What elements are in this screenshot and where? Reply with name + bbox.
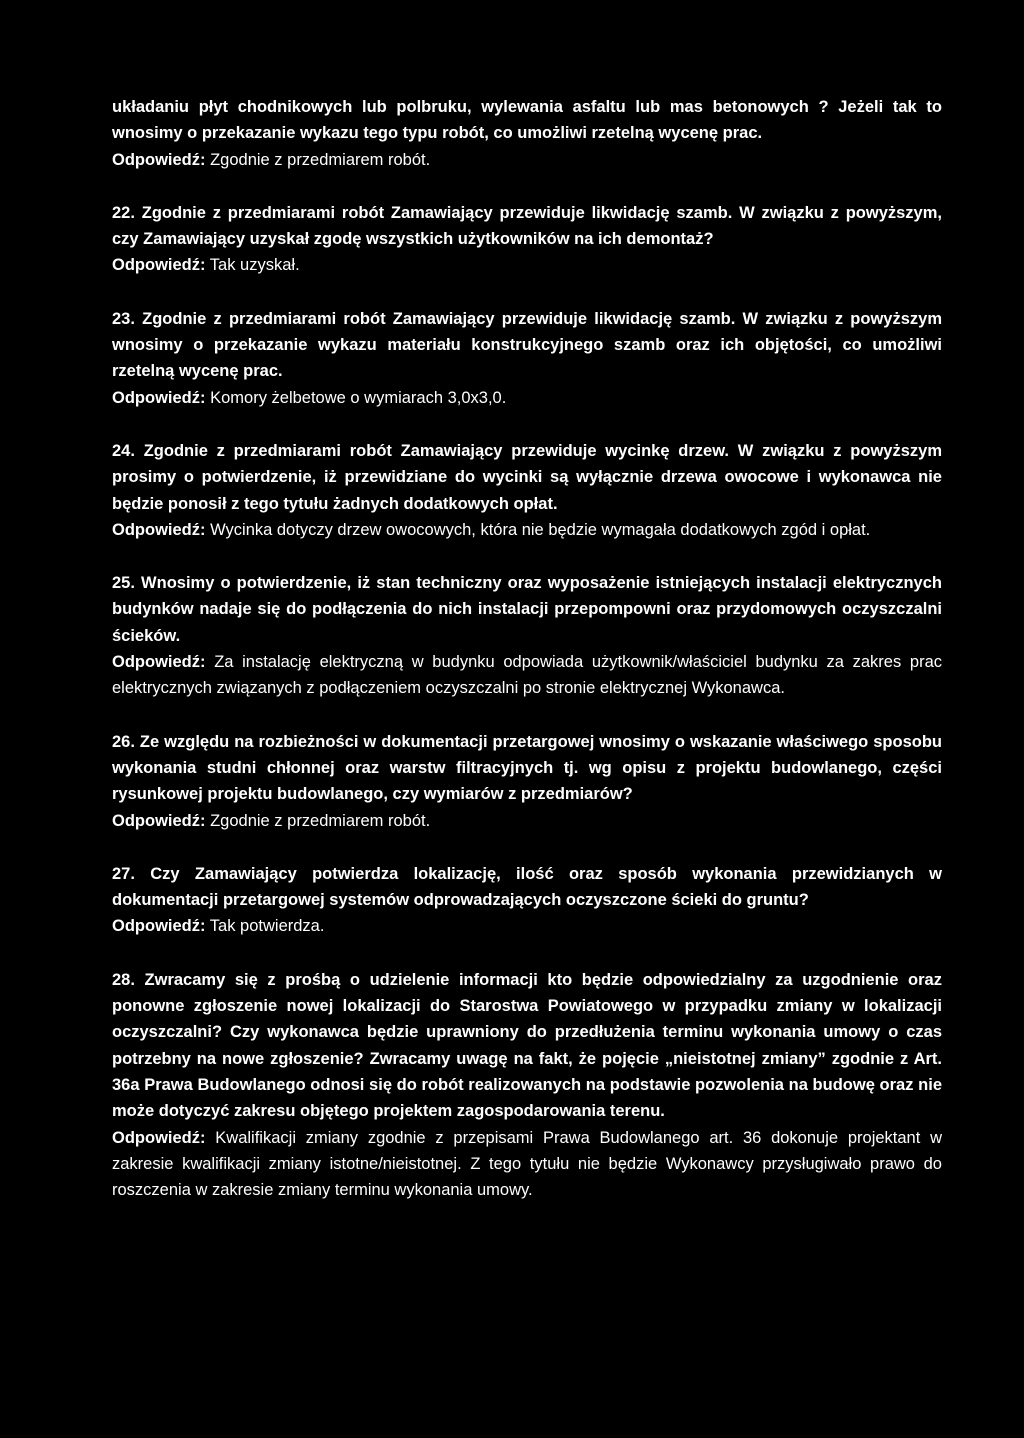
answer-text: Odpowiedź: Zgodnie z przedmiarem robót. — [112, 150, 431, 169]
qa-item-22 — [112, 200, 942, 279]
answer-label: Odpowiedź: — [112, 256, 206, 275]
answer-text: Odpowiedź: Komory żelbetowe o wymiarach 3,0x3,0. — [112, 388, 507, 407]
qa-item-continuation — [112, 94, 942, 173]
item-number: 28. — [112, 970, 135, 989]
answer-text: Odpowiedź: Za instalację elektryczną w budynku odpowiada użytkownik/właściciel budynku za zakres prac elektrycznych związanych z podłączeniem oczyszczalni po stronie elektrycznej Wykonawca. — [112, 653, 942, 698]
qa-item-25 — [112, 570, 942, 701]
qa-item-26 — [112, 729, 942, 834]
answer-text: Odpowiedź: Zgodnie z przedmiarem robót. — [112, 811, 431, 830]
item-number: 23. — [112, 309, 135, 328]
question-text: 23. Zgodnie z przedmiarami robót Zamawiający przewiduje likwidację szamb. W związku z powyższym wnosimy o przekazanie wykazu materiału konstrukcyjnego szamb oraz ich objętości, co umożliwi rzetelną wycenę prac. — [112, 309, 942, 381]
qa-item-28 — [112, 967, 942, 1204]
question-text: 24. Zgodnie z przedmiarami robót Zamawiający przewiduje wycinkę drzew. W związku z powyższym prosimy o potwierdzenie, iż przewidziane do wycinki są wyłącznie drzewa owocowe i wykonawca nie będzie ponosił z tego tytułu żadnych dodatkowych opłat. — [112, 441, 942, 513]
item-number: 27. — [112, 864, 135, 883]
question-text: 28. Zwracamy się z prośbą o udzielenie informacji kto będzie odpowiedzialny za uzgodnienie oraz ponowne zgłoszenie nowej lokalizacji do Starostwa Powiatowego w przypadku zmiany w lokalizacji oczyszczalni? Czy wykonawca będzie uprawniony do przedłużenia terminu wykonania umowy o czas potrzebny na nowe zgłoszenie? Zwracamy uwagę na fakt, że pojęcie „nieistotnej zmiany” zgodnie z Art. 36a Prawa Budowlanego odnosi się do robót realizowanych na podstawie pozwolenia na budowę oraz nie może dotyczyć zakresu objętego projektem zagospodarowania terenu. — [112, 970, 942, 1121]
question-text: układaniu płyt chodnikowych lub polbruku, wylewania asfaltu lub mas betonowych ? Jeżeli tak to wnosimy o przekazanie wykazu tego typu robót, co umożliwi rzetelną wycenę prac. — [112, 98, 942, 143]
answer-label: Odpowiedź: — [112, 811, 206, 830]
qa-item-27 — [112, 861, 942, 940]
item-number: 22. — [112, 203, 135, 222]
answer-label: Odpowiedź: — [112, 1128, 206, 1147]
qa-item-23 — [112, 306, 942, 411]
item-number: 25. — [112, 574, 135, 593]
answer-label: Odpowiedź: — [112, 917, 206, 936]
answer-label: Odpowiedź: — [112, 388, 206, 407]
answer-label: Odpowiedź: — [112, 520, 206, 539]
item-number: 26. — [112, 732, 135, 751]
answer-label: Odpowiedź: — [112, 653, 206, 672]
qa-item-24 — [112, 438, 942, 543]
answer-text: Odpowiedź: Kwalifikacji zmiany zgodnie z przepisami Prawa Budowlanego art. 36 dokonuje projektant w zakresie kwalifikacji zmiany istotne/nieistotnej. Z tego tytułu nie będzie Wykonawcy przysługiwało prawo do roszczenia w zakresie zmiany terminu wykonania umowy. — [112, 1128, 943, 1200]
answer-text: Odpowiedź: Wycinka dotyczy drzew owocowych, która nie będzie wymagała dodatkowych zgód i opłat. — [112, 520, 871, 539]
question-text: 26. Ze względu na rozbieżności w dokumentacji przetargowej wnosimy o wskazanie właściwego sposobu wykonania studni chłonnej oraz warstw filtracyjnych tj. wg opisu z projektu budowlanego, części rysunkowej projektu budowlanego, czy wymiarów z przedmiarów? — [112, 732, 942, 804]
question-text: 27. Czy Zamawiający potwierdza lokalizację, ilość oraz sposób wykonania przewidzianych w dokumentacji przetargowej systemów odprowadzających oczyszczone ścieki do gruntu? — [112, 864, 942, 910]
answer-label: Odpowiedź: — [112, 150, 206, 169]
item-number: 24. — [112, 441, 135, 460]
answer-text: Odpowiedź: Tak uzyskał. — [112, 256, 300, 275]
question-text: 22. Zgodnie z przedmiarami robót Zamawiający przewiduje likwidację szamb. W związku z powyższym, czy Zamawiający uzyskał zgodę wszystkich użytkowników na ich demontaż? — [112, 203, 942, 249]
answer-text: Odpowiedź: Tak potwierdza. — [112, 917, 325, 936]
document-body — [112, 94, 942, 1230]
question-text: 25. Wnosimy o potwierdzenie, iż stan techniczny oraz wyposażenie istniejących instalacji elektrycznych budynków nadaje się do podłączenia do nich instalacji przepompowni oraz przydomowych oczyszczalni ścieków. — [112, 574, 942, 645]
